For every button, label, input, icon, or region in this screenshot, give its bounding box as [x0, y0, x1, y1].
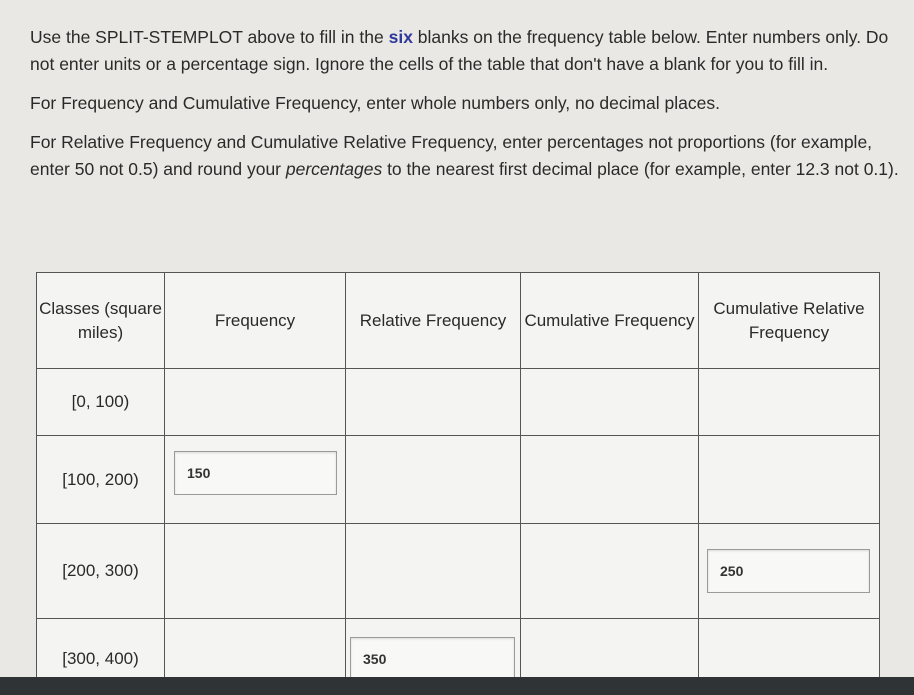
relative-frequency-input-row-4[interactable]: 350	[350, 637, 515, 679]
row-class-label: [200, 300)	[62, 561, 139, 580]
row-class-label: [0, 100)	[71, 392, 130, 411]
bottom-bar	[0, 677, 914, 695]
instructions-paragraph-2: For Frequency and Cumulative Frequency, enter whole numbers only, no decimal places.	[30, 93, 720, 113]
instructions-text: blanks on the frequency table below. Enter numbers only. Do not enter units or a percentage sign. Ignore the cells of the table that don't have a blank for you to fill in.	[30, 27, 889, 74]
instructions-emphasis-six: six	[388, 27, 413, 47]
instructions	[30, 24, 900, 195]
instructions-paragraph-1	[30, 24, 900, 78]
instructions-text: to the nearest first decimal place (for example, enter 12.3 not 0.1).	[382, 159, 899, 179]
cumulative-relative-frequency-input-row-3[interactable]: 250	[707, 549, 870, 593]
header-relative-frequency: Relative Frequency	[359, 310, 507, 330]
instructions-text: Use the SPLIT-STEMPLOT above to fill in the	[30, 27, 389, 47]
row-class-label: [300, 400)	[62, 649, 139, 668]
header-classes: Classes (square miles)	[39, 298, 162, 342]
header-frequency: Frequency	[214, 310, 296, 330]
frequency-table	[36, 272, 880, 679]
instructions-paragraph-3	[30, 129, 900, 183]
header-cumulative-frequency: Cumulative Frequency	[524, 310, 695, 330]
header-cumulative-relative-frequency: Cumulative Relative Frequency	[713, 298, 865, 342]
frequency-input-row-2[interactable]: 150	[174, 451, 337, 495]
instructions-emphasis-percentages: percentages	[285, 159, 383, 179]
row-class-label: [100, 200)	[62, 469, 139, 489]
instructions-text: For Relative Frequency and Cumulative Relative Frequency, enter percentages not proportions (for example, enter 50 not 0.5) and round your	[30, 132, 873, 179]
